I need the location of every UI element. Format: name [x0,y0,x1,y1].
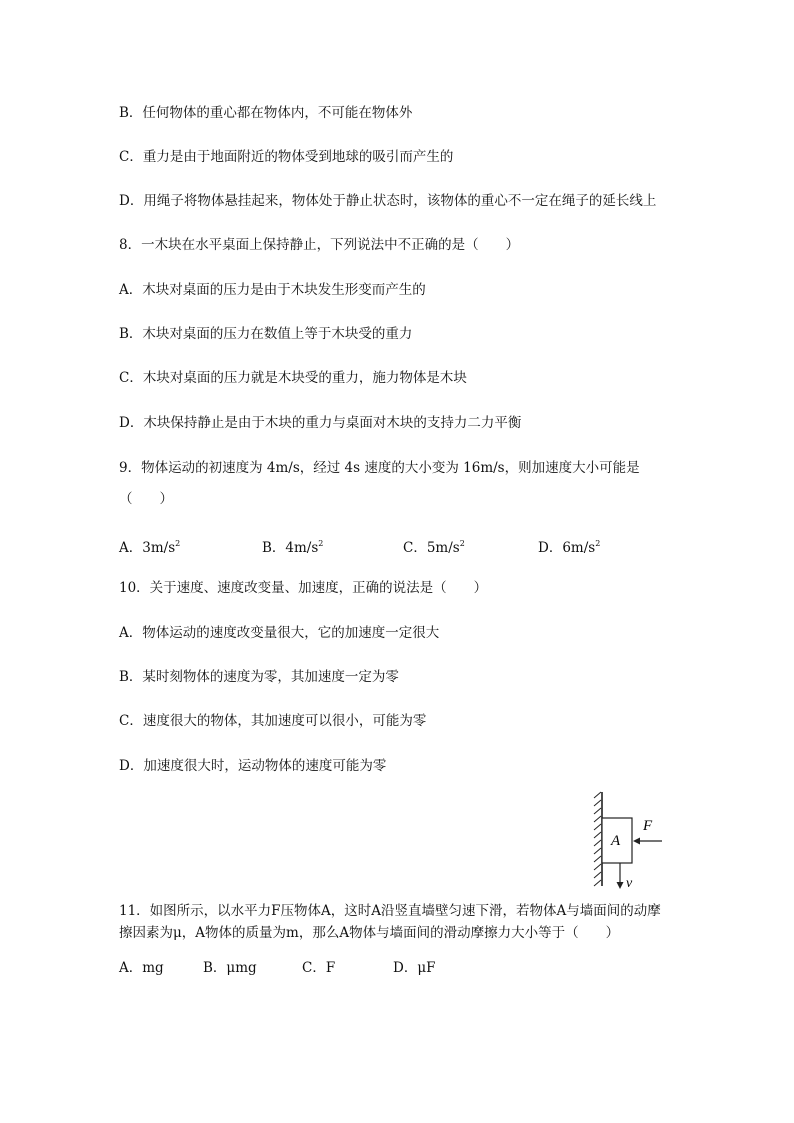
wall-block-figure [590,790,670,890]
q9-option-b: B．$4m/s^2$ [262,539,324,556]
q10-option-c: C．速度很大的物体，其加速度可以很小，可能为零 [119,713,427,729]
q7-option-d: D．用绳子将物体悬挂起来，物体处于静止状态时，该物体的重心不一定在绳子的延长线上 [119,193,657,209]
velocity-label: v [626,876,633,890]
q9-stem: 9．物体运动的初速度为 4m/s，经过 4s 速度的大小变为 16m/s，则加速度大小可能是 [119,460,640,476]
velocity-arrow [617,863,624,889]
q8-option-c: C．木块对桌面的压力就是木块受的重力，施力物体是木块 [119,370,467,386]
q8-option-d: D．木块保持静止是由于木块的重力与桌面对木块的支持力二力平衡 [119,415,522,431]
q9-option-a: A．$3m/s^2$ [119,539,181,556]
q11-option-a: A．mg [119,960,164,976]
q9-option-c: C．$5m/s^2$ [403,539,465,556]
force-arrow [633,838,662,845]
q10-option-b: B．某时刻物体的速度为零，其加速度一定为零 [119,669,399,685]
block-a-label: A [611,833,621,849]
q9-paren: （ ） [119,491,173,507]
q11-option-d: D．μF [393,960,436,976]
q10-option-d: D．加速度很大时，运动物体的速度可能为零 [119,758,387,774]
q7-option-b: B．任何物体的重心都在物体内，不可能在物体外 [119,105,413,121]
q11-option-c: C．F [302,960,336,976]
force-label: F [643,818,653,834]
q8-option-a: A．木块对桌面的压力是由于木块发生形变而产生的 [119,282,426,298]
q9-option-d: D．$6m/s^2$ [538,539,601,556]
q11-stem-line2: 擦因素为μ，A物体的质量为m，那么A物体与墙面间的滑动摩擦力大小等于（ ） [119,925,620,941]
q10-stem: 10．关于速度、速度改变量、加速度，正确的说法是（ ） [119,580,488,596]
q11-stem-line1: 11．如图所示，以水平力F压物体A，这时A沿竖直墙壁匀速下滑，若物体A与墙面间的动摩 [119,903,661,919]
q11-option-b: B．μmg [203,960,257,976]
q10-option-a: A．物体运动的速度改变量很大，它的加速度一定很大 [119,625,440,641]
q8-option-b: B．木块对桌面的压力在数值上等于木块受的重力 [119,326,413,342]
q7-option-c: C．重力是由于地面附近的物体受到地球的吸引而产生的 [119,149,454,165]
q8-stem: 8．一木块在水平桌面上保持静止，下列说法中不正确的是（ ） [119,237,520,253]
wall-hatching [594,792,602,886]
